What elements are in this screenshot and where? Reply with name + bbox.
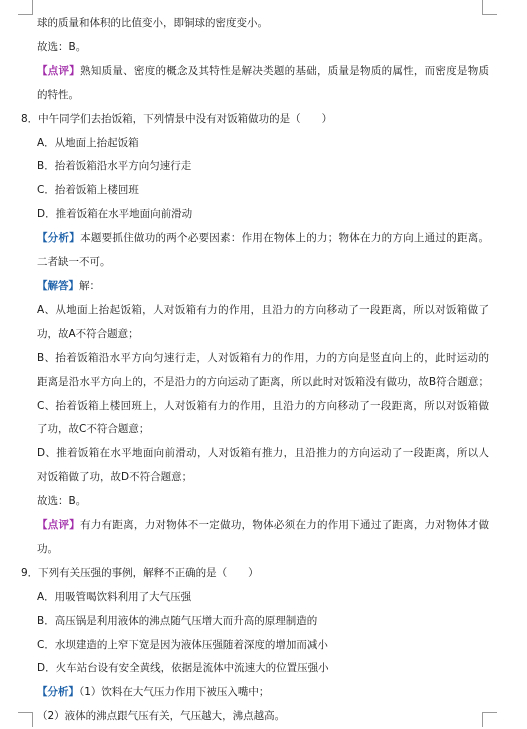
line-text: C、抬着饭箱上楼回班上，人对饭箱有力的作用，且沿力的方向移动了一段距离，所以对饭箱做 [37,399,489,412]
line-text: C．水坝建造的上窄下宽是因为液体压强随着深度的增加而减小 [37,638,328,651]
text-line [21,84,489,108]
line-text: B、抬着饭箱沿水平方向匀速行走，人对饭箱有力的作用，力的方向是竖直向上的，此时运动的 [37,351,489,364]
text-line [21,251,489,275]
line-text: 本题要抓住做功的两个必要因素：作用在物体上的力；物体在力的方向上通过的距离。 [80,232,490,245]
line-text: 8．中午同学们去抬饭箱，下列情景中没有对饭箱做功的是（ ） [21,112,333,125]
text-line [21,562,489,586]
line-text: （1）饮料在大气压力作用下被压入嘴中； [79,686,270,699]
line-text: 功，故A不符合题意； [37,327,139,340]
section-tag: 【点评】 [37,64,81,77]
line-text: 的特性。 [37,88,79,101]
text-line [21,60,489,84]
line-text: D、推着饭箱在水平地面向前滑动，人对饭箱有推力，且沿推力的方向运动了一段距离，所以人 [37,447,489,460]
line-text: 二者缺一不可。 [37,256,111,269]
text-line [21,442,489,466]
text-line [21,610,489,634]
line-text: 对饭箱做了功，故D不符合题意； [37,471,193,484]
text-line [21,586,489,610]
line-text: 功。 [37,542,58,555]
line-text: 有力有距离，力对物体不一定做功，物体必须在力的作用下通过了距离，力对物体才做 [80,519,490,532]
section-tag: 【分析】 [37,232,81,245]
section-tag: 【点评】 [37,519,81,532]
text-line [21,681,489,705]
line-text: C．抬着饭箱上楼回班 [37,184,139,197]
line-text: A、从地面上抬起饭箱，人对饭箱有力的作用，且沿力的方向移动了一段距离，所以对饭箱做了 [37,303,489,316]
line-text: D．推着饭箱在水平地面向前滑动 [37,208,193,221]
text-line [21,538,489,562]
section-tag: 【解答】 [37,279,79,292]
line-text: 熟知质量、密度的概念及其特性是解决类题的基础，质量是物质的属性，而密度是物质 [80,64,490,77]
line-text: A．用吸管喝饮料利用了大气压强 [37,590,192,603]
line-text: 解： [79,279,100,292]
text-line [21,227,489,251]
line-text: 故选：B。 [37,495,87,508]
text-line [21,514,489,538]
line-text: D．火车站台设有安全黄线，依据是流体中流速大的位置压强小 [37,662,329,675]
line-text: 故选：B。 [37,40,87,53]
line-text: A．从地面上抬起饭箱 [37,136,139,149]
section-tag: 【分析】 [37,686,79,699]
line-text: 9．下列有关压强的事例，解释不正确的是（ ） [21,566,259,579]
line-text: 了功，故C不符合题意； [37,423,150,436]
text-line [21,299,489,323]
text-line [21,705,489,729]
text-line [21,371,489,395]
text-line [21,490,489,514]
text-line [21,36,489,60]
line-text: 距离是沿水平方向上的，不是沿力的方向运动了距离，所以此时对饭箱没有做功，故B符合题意； [37,375,489,388]
text-line [21,466,489,490]
text-line [21,418,489,442]
text-line [21,132,489,156]
line-text: （2）液体的沸点跟气压有关，气压越大，沸点越高。 [37,710,286,723]
text-line [21,155,489,179]
line-text: 球的质量和体积的比值变小，即铜球的密度变小。 [37,17,268,29]
text-line [21,657,489,681]
line-text: B．高压锅是利用液体的沸点随气压增大而升高的原理制造的 [37,614,318,627]
document-body [21,12,489,729]
line-text: B．抬着饭箱沿水平方向匀速行走 [37,160,192,173]
text-line [21,179,489,203]
text-line [21,12,489,36]
text-line [21,395,489,419]
text-line [21,323,489,347]
text-line [21,108,489,132]
text-line [21,203,489,227]
text-line [21,275,489,299]
text-line [21,347,489,371]
text-line [21,634,489,658]
